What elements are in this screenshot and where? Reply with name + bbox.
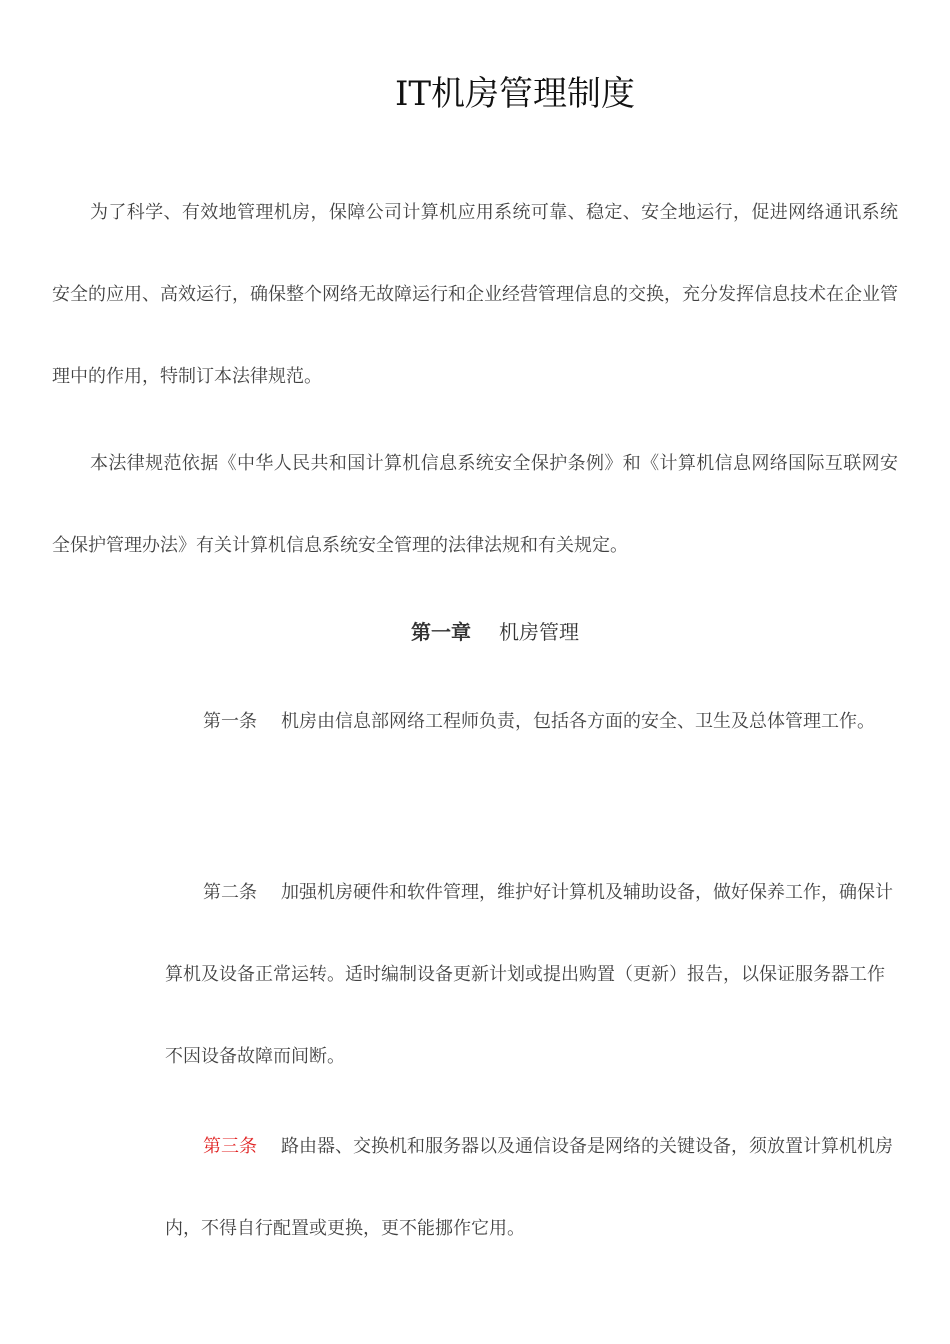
article-text: 机房由信息部网络工程师负责，包括各方面的安全、卫生及总体管理工作。 (281, 711, 875, 732)
chapter-heading (0, 616, 950, 645)
intro-paragraph-basis: 本法律规范依据《中华人民共和国计算机信息系统安全保护条例》和《计算机信息网络国际互联网安全保护管理办法》有关计算机信息系统安全管理的法律法规和有关规定。 (52, 453, 898, 556)
article-number: 第二条 (203, 882, 257, 903)
article-1 (165, 681, 895, 763)
chapter-title: 机房管理 (499, 620, 579, 644)
article-2 (165, 852, 895, 1098)
article-3 (165, 1106, 895, 1270)
article-text: 路由器、交换机和服务器以及通信设备是网络的关键设备，须放置计算机机房内，不得自行配置或更换，更不能挪作它用。 (165, 1136, 893, 1239)
document-title: IT机房管理制度 (394, 74, 636, 114)
intro-paragraph-purpose: 为了科学、有效地管理机房，保障公司计算机应用系统可靠、稳定、安全地运行，促进网络通讯系统安全的应用、高效运行，确保整个网络无故障运行和企业经营管理信息的交换，充分发挥信息技术在企业管理中的作用，特制订本法律规范。 (52, 202, 898, 387)
article-number-highlighted: 第三条 (203, 1136, 257, 1157)
chapter-number: 第一章 (411, 620, 471, 644)
article-text: 加强机房硬件和软件管理，维护好计算机及辅助设备，做好保养工作，确保计算机及设备正常运转。适时编制设备更新计划或提出购置（更新）报告，以保证服务器工作不因设备故障而间断。 (165, 882, 893, 1067)
article-number: 第一条 (203, 711, 257, 732)
